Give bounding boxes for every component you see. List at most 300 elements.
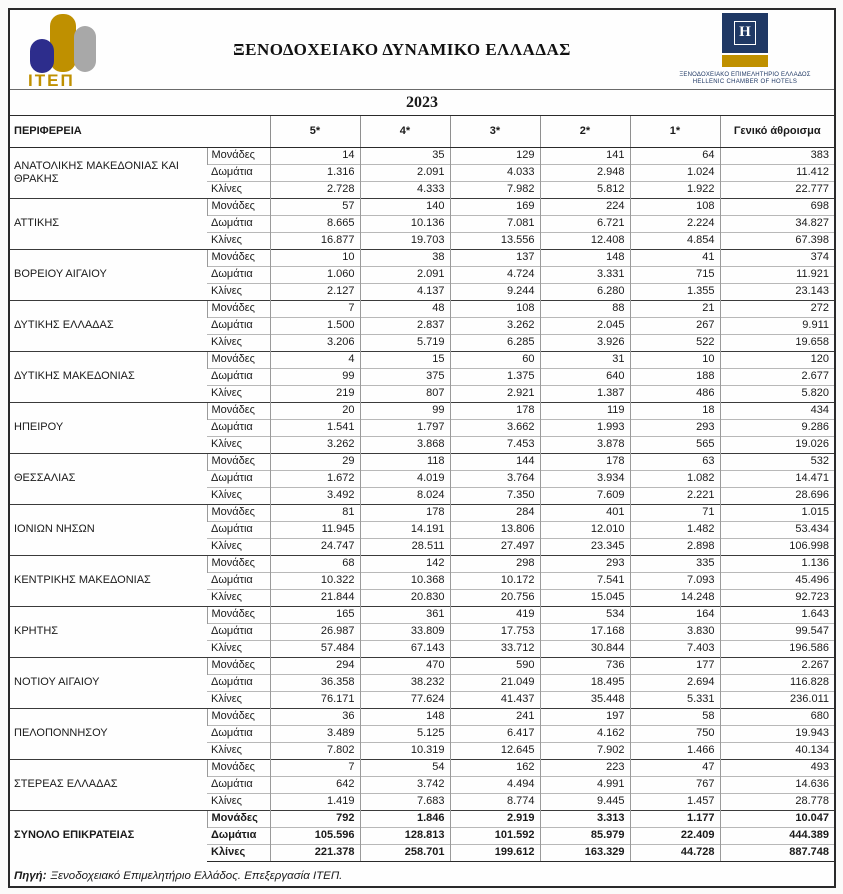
value-cell: 750 — [630, 725, 720, 742]
year-band — [10, 90, 834, 116]
grand-total-value: 1.643 — [720, 606, 834, 623]
value-cell: 7.350 — [450, 487, 540, 504]
value-cell: 1.846 — [360, 810, 450, 827]
value-cell: 163.329 — [540, 844, 630, 861]
region-name: ΝΟΤΙΟΥ ΑΙΓΑΙΟΥ — [10, 657, 207, 708]
value-cell: 3.492 — [270, 487, 360, 504]
value-cell: 105.596 — [270, 827, 360, 844]
region-name: ΣΤΕΡΕΑΣ ΕΛΛΑΔΑΣ — [10, 759, 207, 810]
grand-total-value: 196.586 — [720, 640, 834, 657]
grand-total-value: 116.828 — [720, 674, 834, 691]
metric-label: Δωμάτια — [207, 368, 270, 385]
value-cell: 4.162 — [540, 725, 630, 742]
value-cell: 2.091 — [360, 266, 450, 283]
value-cell: 298 — [450, 555, 540, 572]
grand-total-value: 40.134 — [720, 742, 834, 759]
metric-label: Κλίνες — [207, 487, 270, 504]
itep-logo-gold-bar-icon — [50, 14, 76, 72]
value-cell: 2.224 — [630, 215, 720, 232]
region-name: ΘΕΣΣΑΛΙΑΣ — [10, 453, 207, 504]
value-cell: 29 — [270, 453, 360, 470]
value-cell: 1.482 — [630, 521, 720, 538]
table-row — [10, 147, 834, 164]
value-cell: 6.417 — [450, 725, 540, 742]
value-cell: 141 — [540, 147, 630, 164]
grand-total-value: 2.677 — [720, 368, 834, 385]
region-name: ΑΤΤΙΚΗΣ — [10, 198, 207, 249]
value-cell: 10.322 — [270, 572, 360, 589]
value-cell: 5.812 — [540, 181, 630, 198]
metric-label: Μονάδες — [207, 351, 270, 368]
value-cell: 8.665 — [270, 215, 360, 232]
value-cell: 54 — [360, 759, 450, 776]
value-cell: 129 — [450, 147, 540, 164]
year-label: 2023 — [406, 93, 438, 111]
value-cell: 38.232 — [360, 674, 450, 691]
metric-label: Δωμάτια — [207, 827, 270, 844]
grand-total-value: 9.286 — [720, 419, 834, 436]
value-cell: 2.127 — [270, 283, 360, 300]
column-header-5star: 5* — [270, 116, 360, 147]
itep-logo — [24, 11, 134, 89]
grand-total-value: 887.748 — [720, 844, 834, 861]
grand-total-value: 2.267 — [720, 657, 834, 674]
value-cell: 221.378 — [270, 844, 360, 861]
value-cell: 142 — [360, 555, 450, 572]
value-cell: 2.091 — [360, 164, 450, 181]
value-cell: 41 — [630, 249, 720, 266]
table-row — [10, 402, 834, 419]
value-cell: 3.331 — [540, 266, 630, 283]
metric-label: Μονάδες — [207, 555, 270, 572]
value-cell: 3.926 — [540, 334, 630, 351]
value-cell: 2.948 — [540, 164, 630, 181]
value-cell: 7.403 — [630, 640, 720, 657]
value-cell: 375 — [360, 368, 450, 385]
value-cell: 807 — [360, 385, 450, 402]
value-cell: 13.806 — [450, 521, 540, 538]
grand-total-value: 92.723 — [720, 589, 834, 606]
metric-label: Μονάδες — [207, 810, 270, 827]
value-cell: 18 — [630, 402, 720, 419]
grand-total-value: 67.398 — [720, 232, 834, 249]
value-cell: 6.280 — [540, 283, 630, 300]
value-cell: 12.645 — [450, 742, 540, 759]
value-cell: 68 — [270, 555, 360, 572]
value-cell: 1.060 — [270, 266, 360, 283]
value-cell: 3.868 — [360, 436, 450, 453]
value-cell: 178 — [450, 402, 540, 419]
value-cell: 258.701 — [360, 844, 450, 861]
value-cell: 36.358 — [270, 674, 360, 691]
value-cell: 2.921 — [450, 385, 540, 402]
value-cell: 60 — [450, 351, 540, 368]
value-cell: 470 — [360, 657, 450, 674]
value-cell: 7.802 — [270, 742, 360, 759]
chamber-logo-letter: H — [734, 21, 756, 45]
value-cell: 20 — [270, 402, 360, 419]
value-cell: 1.466 — [630, 742, 720, 759]
metric-label: Κλίνες — [207, 640, 270, 657]
grand-total-value: 698 — [720, 198, 834, 215]
grand-total-value: 11.412 — [720, 164, 834, 181]
value-cell: 3.830 — [630, 623, 720, 640]
value-cell: 1.457 — [630, 793, 720, 810]
region-name: ΠΕΛΟΠΟΝΝΗΣΟΥ — [10, 708, 207, 759]
grand-total-value: 1.015 — [720, 504, 834, 521]
chamber-logo-mark-icon — [722, 13, 768, 67]
value-cell: 2.898 — [630, 538, 720, 555]
grand-total-value: 532 — [720, 453, 834, 470]
column-header-2star: 2* — [540, 116, 630, 147]
value-cell: 4.033 — [450, 164, 540, 181]
page-title: ΞΕΝΟΔΟΧΕΙΑΚΟ ΔΥΝΑΜΙΚΟ ΕΛΛΑΔΑΣ — [233, 39, 571, 59]
grand-total-value: 19.658 — [720, 334, 834, 351]
value-cell: 2.694 — [630, 674, 720, 691]
value-cell: 36 — [270, 708, 360, 725]
grand-total-value: 383 — [720, 147, 834, 164]
value-cell: 486 — [630, 385, 720, 402]
grand-total-value: 120 — [720, 351, 834, 368]
metric-label: Κλίνες — [207, 385, 270, 402]
table-row — [10, 453, 834, 470]
value-cell: 6.285 — [450, 334, 540, 351]
value-cell: 219 — [270, 385, 360, 402]
metric-label: Δωμάτια — [207, 674, 270, 691]
value-cell: 1.500 — [270, 317, 360, 334]
grand-total-value: 444.389 — [720, 827, 834, 844]
table-row — [10, 810, 834, 827]
value-cell: 7.541 — [540, 572, 630, 589]
grand-total-value: 45.496 — [720, 572, 834, 589]
value-cell: 7.453 — [450, 436, 540, 453]
value-cell: 101.592 — [450, 827, 540, 844]
value-cell: 41.437 — [450, 691, 540, 708]
column-header-3star: 3* — [450, 116, 540, 147]
grand-total-value: 10.047 — [720, 810, 834, 827]
grand-total-value: 493 — [720, 759, 834, 776]
value-cell: 4.137 — [360, 283, 450, 300]
table-wrap — [10, 116, 834, 865]
itep-logo-gray-bar-icon — [74, 26, 96, 72]
value-cell: 7.902 — [540, 742, 630, 759]
value-cell: 736 — [540, 657, 630, 674]
value-cell: 5.331 — [630, 691, 720, 708]
grand-total-value: 19.943 — [720, 725, 834, 742]
value-cell: 590 — [450, 657, 540, 674]
grand-total-value: 9.911 — [720, 317, 834, 334]
value-cell: 1.375 — [450, 368, 540, 385]
value-cell: 15.045 — [540, 589, 630, 606]
column-header-grand-total: Γενικό άθροισμα — [720, 116, 834, 147]
value-cell: 99 — [270, 368, 360, 385]
value-cell: 293 — [540, 555, 630, 572]
grand-total-value: 23.143 — [720, 283, 834, 300]
grand-total-value: 14.471 — [720, 470, 834, 487]
value-cell: 284 — [450, 504, 540, 521]
value-cell: 361 — [360, 606, 450, 623]
value-cell: 14.248 — [630, 589, 720, 606]
value-cell: 178 — [360, 504, 450, 521]
value-cell: 148 — [360, 708, 450, 725]
grand-total-value: 1.136 — [720, 555, 834, 572]
metric-label: Κλίνες — [207, 232, 270, 249]
value-cell: 4.991 — [540, 776, 630, 793]
grand-total-value: 19.026 — [720, 436, 834, 453]
value-cell: 7 — [270, 300, 360, 317]
value-cell: 64 — [630, 147, 720, 164]
value-cell: 293 — [630, 419, 720, 436]
value-cell: 2.728 — [270, 181, 360, 198]
value-cell: 63 — [630, 453, 720, 470]
value-cell: 119 — [540, 402, 630, 419]
value-cell: 177 — [630, 657, 720, 674]
chamber-logo-gold-bar — [722, 55, 768, 67]
value-cell: 88 — [540, 300, 630, 317]
value-cell: 57 — [270, 198, 360, 215]
metric-label: Κλίνες — [207, 844, 270, 861]
header-band — [10, 10, 834, 90]
value-cell: 44.728 — [630, 844, 720, 861]
value-cell: 19.703 — [360, 232, 450, 249]
value-cell: 11.945 — [270, 521, 360, 538]
table-header-row — [10, 116, 834, 147]
value-cell: 57.484 — [270, 640, 360, 657]
value-cell: 164 — [630, 606, 720, 623]
value-cell: 2.837 — [360, 317, 450, 334]
metric-label: Μονάδες — [207, 657, 270, 674]
value-cell: 3.262 — [450, 317, 540, 334]
value-cell: 99 — [360, 402, 450, 419]
region-name: ΔΥΤΙΚΗΣ ΕΛΛΑΔΑΣ — [10, 300, 207, 351]
value-cell: 1.387 — [540, 385, 630, 402]
value-cell: 241 — [450, 708, 540, 725]
column-header-region: ΠΕΡΙΦΕΡΕΙΑ — [10, 116, 270, 147]
value-cell: 188 — [630, 368, 720, 385]
value-cell: 767 — [630, 776, 720, 793]
metric-label: Δωμάτια — [207, 623, 270, 640]
value-cell: 12.010 — [540, 521, 630, 538]
value-cell: 148 — [540, 249, 630, 266]
metric-label: Κλίνες — [207, 283, 270, 300]
grand-total-value: 680 — [720, 708, 834, 725]
table-row — [10, 657, 834, 674]
chamber-text-english: HELLENIC CHAMBER OF HOTELS — [692, 79, 798, 85]
value-cell: 3.262 — [270, 436, 360, 453]
value-cell: 401 — [540, 504, 630, 521]
value-cell: 7.081 — [450, 215, 540, 232]
value-cell: 9.244 — [450, 283, 540, 300]
value-cell: 522 — [630, 334, 720, 351]
value-cell: 294 — [270, 657, 360, 674]
grand-total-value: 28.778 — [720, 793, 834, 810]
table-row — [10, 351, 834, 368]
column-header-4star: 4* — [360, 116, 450, 147]
value-cell: 335 — [630, 555, 720, 572]
value-cell: 197 — [540, 708, 630, 725]
metric-label: Δωμάτια — [207, 164, 270, 181]
value-cell: 20.830 — [360, 589, 450, 606]
metric-label: Μονάδες — [207, 453, 270, 470]
value-cell: 33.809 — [360, 623, 450, 640]
metric-label: Μονάδες — [207, 759, 270, 776]
value-cell: 640 — [540, 368, 630, 385]
table-row — [10, 249, 834, 266]
value-cell: 223 — [540, 759, 630, 776]
value-cell: 20.756 — [450, 589, 540, 606]
metric-label: Μονάδες — [207, 147, 270, 164]
value-cell: 21 — [630, 300, 720, 317]
value-cell: 35 — [360, 147, 450, 164]
value-cell: 140 — [360, 198, 450, 215]
value-cell: 267 — [630, 317, 720, 334]
value-cell: 792 — [270, 810, 360, 827]
value-cell: 17.753 — [450, 623, 540, 640]
value-cell: 17.168 — [540, 623, 630, 640]
region-name: ΒΟΡΕΙΟΥ ΑΙΓΑΙΟΥ — [10, 249, 207, 300]
value-cell: 4.333 — [360, 181, 450, 198]
grand-total-value: 14.636 — [720, 776, 834, 793]
region-name: ΑΝΑΤΟΛΙΚΗΣ ΜΑΚΕΔΟΝΙΑΣ ΚΑΙ ΘΡΑΚΗΣ — [14, 159, 179, 185]
value-cell: 9.445 — [540, 793, 630, 810]
value-cell: 2.919 — [450, 810, 540, 827]
value-cell: 16.877 — [270, 232, 360, 249]
grand-total-value: 5.820 — [720, 385, 834, 402]
source-label: Πηγή: — [14, 869, 47, 882]
value-cell: 28.511 — [360, 538, 450, 555]
value-cell: 48 — [360, 300, 450, 317]
value-cell: 4.019 — [360, 470, 450, 487]
metric-label: Δωμάτια — [207, 215, 270, 232]
metric-label: Μονάδες — [207, 249, 270, 266]
metric-label: Κλίνες — [207, 538, 270, 555]
value-cell: 35.448 — [540, 691, 630, 708]
value-cell: 4.854 — [630, 232, 720, 249]
grand-total-value: 22.777 — [720, 181, 834, 198]
value-cell: 7.683 — [360, 793, 450, 810]
value-cell: 6.721 — [540, 215, 630, 232]
value-cell: 1.024 — [630, 164, 720, 181]
value-cell: 1.316 — [270, 164, 360, 181]
footer-band — [10, 865, 834, 886]
table-row — [10, 708, 834, 725]
value-cell: 3.489 — [270, 725, 360, 742]
value-cell: 2.221 — [630, 487, 720, 504]
metric-label: Μονάδες — [207, 504, 270, 521]
value-cell: 3.742 — [360, 776, 450, 793]
metric-label: Δωμάτια — [207, 725, 270, 742]
value-cell: 10.319 — [360, 742, 450, 759]
metric-label: Μονάδες — [207, 606, 270, 623]
value-cell: 1.419 — [270, 793, 360, 810]
value-cell: 4 — [270, 351, 360, 368]
value-cell: 7 — [270, 759, 360, 776]
metric-label: Κλίνες — [207, 334, 270, 351]
value-cell: 1.541 — [270, 419, 360, 436]
value-cell: 144 — [450, 453, 540, 470]
value-cell: 81 — [270, 504, 360, 521]
value-cell: 14.191 — [360, 521, 450, 538]
value-cell: 1.922 — [630, 181, 720, 198]
value-cell: 10.368 — [360, 572, 450, 589]
grand-total-value: 34.827 — [720, 215, 834, 232]
value-cell: 1.082 — [630, 470, 720, 487]
table-row — [10, 759, 834, 776]
value-cell: 4.494 — [450, 776, 540, 793]
itep-logo-blue-bar-icon — [30, 39, 54, 73]
grand-total-value: 11.921 — [720, 266, 834, 283]
metric-label: Κλίνες — [207, 793, 270, 810]
chamber-logo-square — [722, 13, 768, 53]
value-cell: 162 — [450, 759, 540, 776]
region-name: ΚΡΗΤΗΣ — [10, 606, 207, 657]
value-cell: 3.764 — [450, 470, 540, 487]
metric-label: Κλίνες — [207, 691, 270, 708]
value-cell: 1.355 — [630, 283, 720, 300]
table-row — [10, 606, 834, 623]
value-cell: 3.206 — [270, 334, 360, 351]
value-cell: 178 — [540, 453, 630, 470]
value-cell: 38 — [360, 249, 450, 266]
value-cell: 8.774 — [450, 793, 540, 810]
value-cell: 5.719 — [360, 334, 450, 351]
value-cell: 7.609 — [540, 487, 630, 504]
value-cell: 24.747 — [270, 538, 360, 555]
metric-label: Δωμάτια — [207, 521, 270, 538]
value-cell: 10 — [630, 351, 720, 368]
column-header-1star: 1* — [630, 116, 720, 147]
metric-label: Δωμάτια — [207, 776, 270, 793]
metric-label: Δωμάτια — [207, 266, 270, 283]
value-cell: 3.878 — [540, 436, 630, 453]
value-cell: 10.136 — [360, 215, 450, 232]
chamber-text-greek: ΞΕΝΟΔΟΧΕΙΑΚΟ ΕΠΙΜΕΛΗΤΗΡΙΟ ΕΛΛΑΔΟΣ — [679, 71, 811, 78]
value-cell: 224 — [540, 198, 630, 215]
value-cell: 1.797 — [360, 419, 450, 436]
value-cell: 108 — [630, 198, 720, 215]
grand-total-value: 434 — [720, 402, 834, 419]
value-cell: 67.143 — [360, 640, 450, 657]
value-cell: 22.409 — [630, 827, 720, 844]
region-name: ΙΟΝΙΩΝ ΝΗΣΩΝ — [10, 504, 207, 555]
value-cell: 1.672 — [270, 470, 360, 487]
page-frame — [8, 8, 836, 888]
value-cell: 169 — [450, 198, 540, 215]
value-cell: 15 — [360, 351, 450, 368]
value-cell: 18.495 — [540, 674, 630, 691]
value-cell: 10 — [270, 249, 360, 266]
metric-label: Δωμάτια — [207, 419, 270, 436]
value-cell: 3.662 — [450, 419, 540, 436]
grand-total-value: 236.011 — [720, 691, 834, 708]
value-cell: 31 — [540, 351, 630, 368]
value-cell: 165 — [270, 606, 360, 623]
region-name: ΚΕΝΤΡΙΚΗΣ ΜΑΚΕΔΟΝΙΑΣ — [10, 555, 207, 606]
value-cell: 2.045 — [540, 317, 630, 334]
grand-total-value: 28.696 — [720, 487, 834, 504]
table-row — [10, 300, 834, 317]
value-cell: 13.556 — [450, 232, 540, 249]
value-cell: 642 — [270, 776, 360, 793]
grand-total-value: 99.547 — [720, 623, 834, 640]
metric-label: Κλίνες — [207, 589, 270, 606]
metric-label: Κλίνες — [207, 742, 270, 759]
hotel-capacity-table — [10, 116, 834, 862]
grand-total-value: 53.434 — [720, 521, 834, 538]
metric-label: Μονάδες — [207, 708, 270, 725]
value-cell: 12.408 — [540, 232, 630, 249]
value-cell: 137 — [450, 249, 540, 266]
